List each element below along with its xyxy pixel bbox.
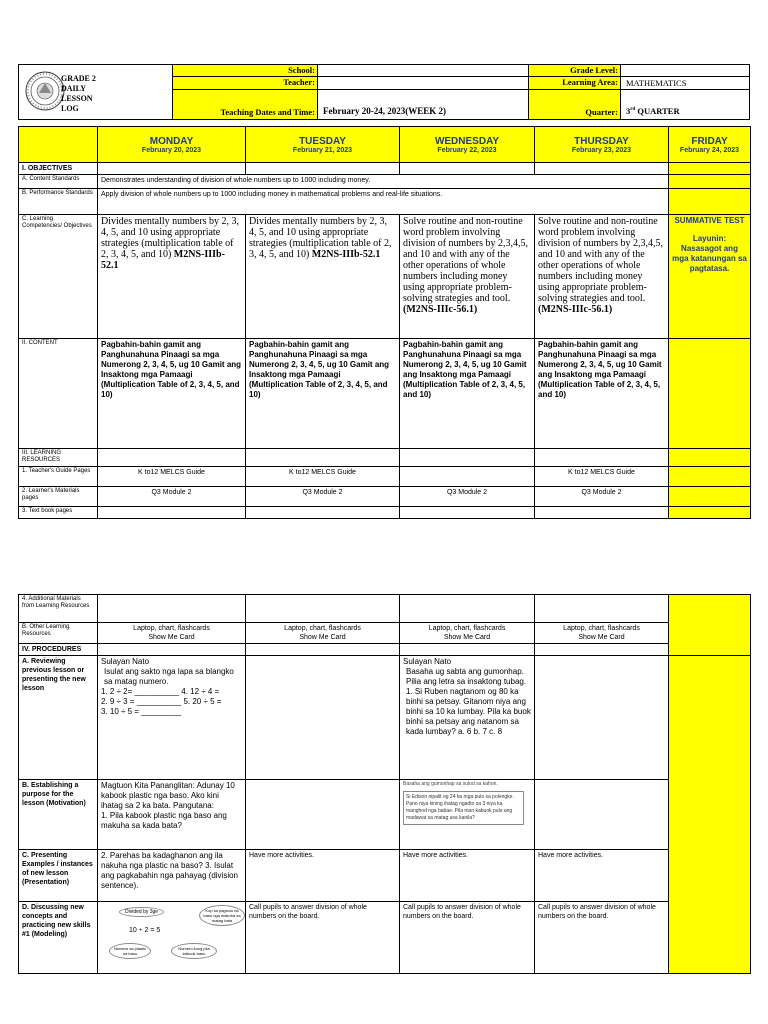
competency-thursday: Solve routine and non-routine word problem involving division of numbers by 2,3,4,5, and 10 and with any of the other operations of whole numbers including money using appropriate problem-solving strategies and tool. (M2NS-IIIc-56.1) <box>535 215 669 339</box>
procedures-row <box>19 644 751 656</box>
learning-area-value: MATHEMATICS <box>626 78 687 88</box>
competency-friday: SUMMATIVE TEST Layunin: Nasasagot ang mga katanungan sa pagtatasa. <box>669 215 751 339</box>
quarter-label: Quarter: <box>585 107 618 117</box>
competency-tuesday: Divides mentally numbers by 2, 3, 4, 5, and 10 using appropriate strategies (multiplication table of 2, 3, 4, 5, and 10) M2NS-IIIb-52.1 <box>246 215 400 339</box>
other-resources-monday: Laptop, chart, flashcards Show Me Card <box>98 623 246 644</box>
discussing-wednesday: Call pupils to answer division of whole numbers on the board. <box>400 902 535 974</box>
performance-standards-text: Apply division of whole numbers up to 1000 including money in mathematical problems and real-life situations. <box>98 189 669 215</box>
competencies-row <box>19 215 751 339</box>
establishing-label: B. Establishing a purpose for the lesson (Motivation) <box>19 780 98 850</box>
grade-level-label: Grade Level: <box>570 65 618 75</box>
header-values <box>318 64 529 120</box>
title-line: GRADE 2 <box>61 74 96 83</box>
content-monday: Pagbahin-bahin gamit ang Panghunahuna Pinaagi sa mga Numerong 2, 3, 4, 5, ug 10 Gamit ang Insaktong mga Pamaagi (Multiplication Table of 2, 3, 4, 5, and 10) <box>98 339 246 449</box>
other-resources-tuesday: Laptop, chart, flashcards Show Me Card <box>246 623 400 644</box>
learners-materials-wednesday: Q3 Module 2 <box>400 487 535 507</box>
presenting-wednesday: Have more activities. <box>400 850 535 902</box>
content-row <box>19 339 751 449</box>
learners-materials-tuesday: Q3 Module 2 <box>246 487 400 507</box>
presenting-monday: 2. Parehas ba kadaghanon ang ila nakuha nga plastic na baso? 3. Isulat ang pagkabahin nga pahayag (division sentence). <box>98 850 246 902</box>
dates-value: February 20-24, 2023(WEEK 2) <box>323 106 446 116</box>
reviewing-label: A. Reviewing previous lesson or presenting the new lesson <box>19 656 98 780</box>
learning-resources-row <box>19 449 751 467</box>
day-header-wednesday: WEDNESDAY February 22, 2023 <box>400 127 535 163</box>
presenting-tuesday: Have more activities. <box>246 850 400 902</box>
competency-monday: Divides mentally numbers by 2, 3, 4, 5, and 10 using appropriate strategies (multiplication table of 2, 3, 4, 5, and 10) M2NS-IIIb-52.1 <box>98 215 246 339</box>
procedures-label: IV. PROCEDURES <box>19 644 98 656</box>
establishing-monday: Magtuon Kita Pananglitan: Adunay 10 kabook plastic nga baso. Ako kini ihatag sa 2 ka bata. Pangutana: 1. Pila kabook plastic nga baso ang makuha sa kada bata? <box>98 780 246 850</box>
content-tuesday: Pagbahin-bahin gamit ang Panghunahuna Pinaagi sa mga Numerong 2, 3, 4, 5, ug 10 Gamit ang Insaktong mga Pamaagi (Multiplication Table of 2, 3, 4, 5, and 10) <box>246 339 400 449</box>
days-header-row <box>19 127 751 163</box>
teachers-guide-thursday: K to12 MELCS Guide <box>535 467 669 487</box>
content-thursday: Pagbahin-bahin gamit ang Panghunahuna Pinaagi sa mga Numerong 2, 3, 4, 5, ug 10 Gamit ang Insaktong mga Pamaagi (Multiplication Table of 2, 3, 4, 5, and 10) <box>535 339 669 449</box>
competency-wednesday: Solve routine and non-routine word problem involving division of numbers by 2,3,4,5, and 10 and with any of the other operations of whole numbers including money using appropriate problem-solving strategies and tool. (M2NS-IIIc-56.1) <box>400 215 535 339</box>
learners-materials-thursday: Q3 Module 2 <box>535 487 669 507</box>
dll-table-page2 <box>18 594 751 974</box>
objectives-row <box>19 163 751 175</box>
teachers-guide-row <box>19 467 751 487</box>
day-header-friday: FRIDAY February 24, 2023 <box>669 127 751 163</box>
competencies-label: C. Learning Competencies/ Objectives <box>19 215 98 339</box>
day-header-thursday: THURSDAY February 23, 2023 <box>535 127 669 163</box>
content-standards-label: A. Content Standards <box>19 175 98 189</box>
dll-title <box>61 74 96 114</box>
other-resources-thursday: Laptop, chart, flashcards Show Me Card <box>535 623 669 644</box>
word-problem-image: Si Edison nipalit og 24 ka mga pulo sa polengke. Pano niya kining ihatag ngadto sa 3 niya ka manghod nga babae. Pila man kabuok pulo ang madawat sa matag usa kanila? <box>403 791 524 825</box>
other-resources-label: B. Other Learning Resources <box>19 623 98 644</box>
title-line: DAILY <box>61 84 87 93</box>
header-right-values <box>621 64 750 120</box>
teachers-guide-wednesday <box>400 467 535 487</box>
teacher-label: Teacher: <box>283 77 315 87</box>
school-label: School: <box>288 65 315 75</box>
reviewing-wednesday: Sulayan Nato Basaha ug sabta ang gumonhap. Pilia ang letra sa insaktong tubag. 1. Si Ruben nagtanom og 80 ka binhi sa petsay. Gitanom niya ang binhi sa 10 ka lumbay. Pila ka buok binhi sa petsay ang natanom sa kada lumbay? a. 6 b. 7 c. 8 <box>400 656 535 780</box>
reviewing-monday: Sulayan Nato Isulat ang sakto nga lapa sa blangko sa matag numero. 1. 2 ÷ 2= __________ 4. 12 ÷ 4 = 2. 9 ÷ 3 = __________ 5. 20 ÷ 5 = 3. 10 ÷ 5 = _________ <box>98 656 246 780</box>
other-resources-wednesday: Laptop, chart, flashcards Show Me Card <box>400 623 535 644</box>
day-header-tuesday: TUESDAY February 21, 2023 <box>246 127 400 163</box>
division-diagram <box>101 903 241 969</box>
teachers-guide-monday: K to12 MELCS Guide <box>98 467 246 487</box>
title-line: LOG <box>61 104 79 113</box>
deped-seal-icon <box>25 71 65 111</box>
logo-cell <box>18 64 173 120</box>
result-bubble: Kop sa pagsulo na baso nga makuha sa matag bata <box>199 905 245 926</box>
title-line: LESSON <box>61 94 93 103</box>
other-resources-row <box>19 623 751 644</box>
content-wednesday: Pagbahin-bahin gamit ang Panghunahuna Pinaagi sa mga Numerong 2, 3, 4, 5, ug 10 Gamit ang Insaktong mga Pamaagi (Multiplication Table of 2, 3, 4, 5, and 10) <box>400 339 535 449</box>
objectives-label: I. OBJECTIVES <box>19 163 98 175</box>
content-label: II. CONTENT <box>19 339 98 449</box>
presenting-label: C. Presenting Examples / instances of new lesson (Presentation) <box>19 850 98 902</box>
additional-materials-row <box>19 595 751 623</box>
learners-materials-monday: Q3 Module 2 <box>98 487 246 507</box>
content-standards-text: Demonstrates understanding of division of whole numbers up to 1000 including money. <box>98 175 669 189</box>
reviewing-row <box>19 656 751 780</box>
dates-label: Teaching Dates and Time: <box>220 107 315 117</box>
learners-materials-label: 2. Learner's Materials pages <box>19 487 98 507</box>
establishing-wednesday: Basaha ang gumonhap sa sulod sa kahon. Si Edison nipalit og 24 ka mga pulo sa polengke. Pano niya kining ihatag ngadto sa 3 niya ka manghod nga babae. Pila man kabuok pulo ang madawat sa matag usa kanila? <box>400 780 535 850</box>
division-equation: 10 ÷ 2 = 5 <box>129 927 161 934</box>
day-header-monday: MONDAY February 20, 2023 <box>98 127 246 163</box>
discussing-tuesday: Call pupils to answer division of whole numbers on the board. <box>246 902 400 974</box>
discussing-monday <box>98 902 246 974</box>
dividend-bubble: Numero sa plastic na baso <box>109 943 151 959</box>
header-block <box>18 64 750 120</box>
header-right-labels <box>529 64 621 120</box>
learning-resources-label: III. LEARNING RESOURCES <box>19 449 98 467</box>
textbook-label: 3. Text book pages <box>19 507 98 519</box>
performance-standards-row <box>19 189 751 215</box>
header-labels <box>173 64 318 120</box>
content-standards-row <box>19 175 751 189</box>
additional-materials-label: 4. Additional Materials from Learning Resources <box>19 595 98 623</box>
establishing-row <box>19 780 751 850</box>
presenting-thursday: Have more activities. <box>535 850 669 902</box>
discussing-thursday: Call pupils to answer division of whole numbers on the board. <box>535 902 669 974</box>
dll-table-page1 <box>18 126 751 519</box>
textbook-row <box>19 507 751 519</box>
divided-bubble: Divided by 3ge <box>119 907 164 917</box>
discussing-row <box>19 902 751 974</box>
performance-standards-label: B. Performance Standards <box>19 189 98 215</box>
teachers-guide-label: 1. Teacher's Guide Pages <box>19 467 98 487</box>
presenting-row <box>19 850 751 902</box>
discussing-label: D. Discussing new concepts and practicing new skills #1 (Modeling) <box>19 902 98 974</box>
learners-materials-row <box>19 487 751 507</box>
teachers-guide-tuesday: K to12 MELCS Guide <box>246 467 400 487</box>
divisor-bubble: Numero kung pila kabook baso <box>171 943 217 959</box>
learning-area-label: Learning Area: <box>562 77 618 87</box>
quarter-value: 3rd QUARTER <box>626 106 680 116</box>
